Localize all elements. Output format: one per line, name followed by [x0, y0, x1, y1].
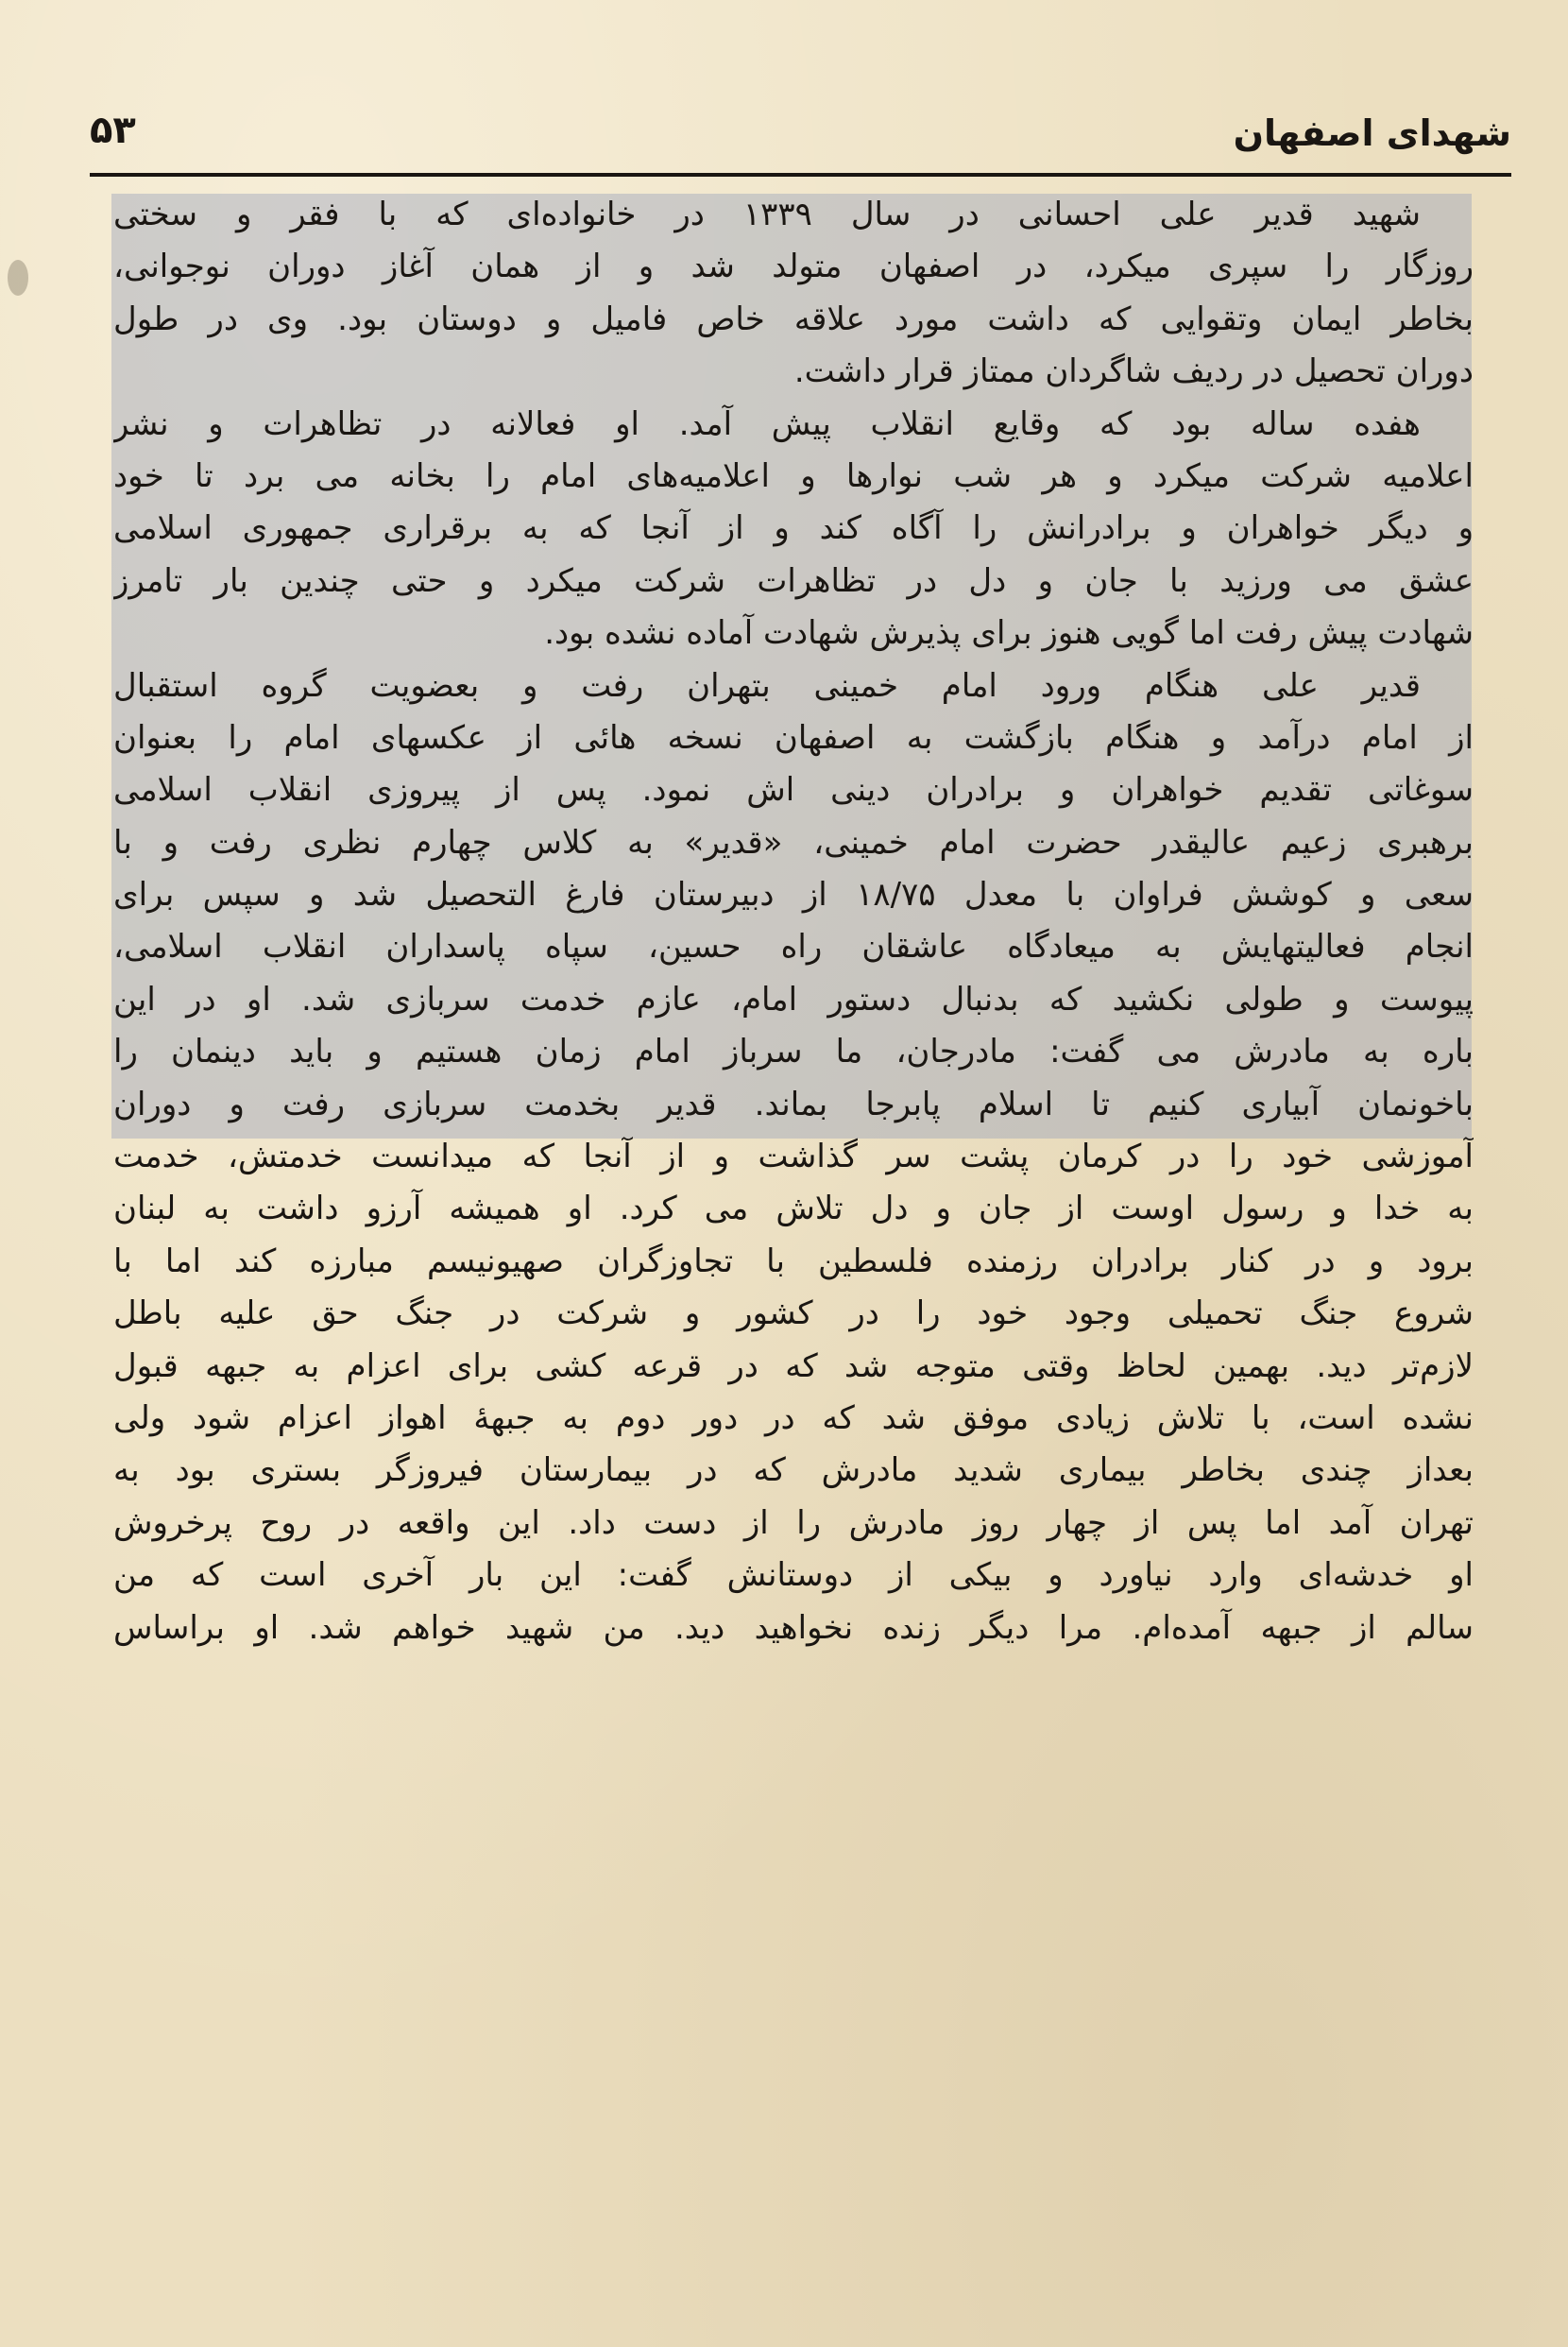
text-line: روزگار را سپری میکرد، در اصفهان متولد شد و از همان آغاز دوران نوجوانی،	[113, 248, 1474, 286]
page-header	[90, 104, 1511, 172]
text-line: پیوست و طولی نکشید که بدنبال دستور امام، عازم خدمت سربازی شد. او در این	[113, 980, 1474, 1019]
text-line: سوغاتی تقدیم خواهران و برادران دینی اش نمود. پس از پیروزی انقلاب اسلامی	[113, 771, 1474, 810]
text-line: اعلامیه شرکت میکرد و هر شب نوارها و اعلامیه‌های امام را بخانه می برد تا خود	[113, 456, 1474, 495]
text-line: به خدا و رسول اوست از جان و دل تلاش می کرد. او همیشه آرزو داشت به لبنان	[113, 1190, 1474, 1228]
text-line: انجام فعالیتهایش به میعادگاه عاشقان راه حسین، سپاه پاسداران انقلاب اسلامی،	[113, 928, 1474, 967]
text-line: آموزشی خود را در کرمان پشت سر گذاشت و از آنجا که میدانست خدمتش، خدمت	[113, 1138, 1474, 1176]
text-line: هفده ساله بود که وقایع انقلاب پیش آمد. او فعالانه در تظاهرات و نشر	[113, 404, 1421, 443]
body-text	[113, 189, 1474, 1654]
text-line: شهید قدیر علی احسانی در سال ۱۳۳۹ در خانواده‌ای که با فقر و سختی	[113, 196, 1422, 233]
page-number: ۵۳	[90, 109, 136, 152]
text-line: قدیر علی هنگام ورود امام خمینی بتهران رفت و بعضویت گروه استقبال	[113, 666, 1421, 705]
text-line: بعداز چندی بخاطر بیماری شدید مادرش که در بیمارستان فیروزگر بستری بود به	[113, 1451, 1474, 1490]
text-line: برود و در کنار برادران رزمنده فلسطین با تجاوزگران صهیونیسم مبارزه کند اما با	[113, 1242, 1474, 1280]
text-line: سعی و کوشش فراوان با معدل ۱۸/۷۵ از دبیرستان فارغ التحصیل شد و سپس برای	[113, 876, 1474, 915]
text-line: لازم‌تر دید. بهمین لحاظ وقتی متوجه شد که در قرعه کشی برای اعزام به جبهه قبول	[113, 1346, 1474, 1385]
text-line: سالم از جبهه آمده‌ام. مرا دیگر زنده نخواهید دید. من شهید خواهم شد. او براساس	[113, 1608, 1474, 1647]
text-line: و دیگر خواهران و برادرانش را آگاه کند و از آنجا که به برقراری جمهوری اسلامی	[113, 509, 1474, 548]
text-line: باره به مادرش می گفت: مادرجان، ما سرباز امام زمان هستیم و باید دینمان را	[113, 1033, 1474, 1071]
text-line: او خدشه‌ای وارد نیاورد و بیکی از دوستانش گفت: این بار آخری است که من	[113, 1556, 1474, 1595]
header-rule	[90, 173, 1511, 177]
text-line: باخونمان آبیاری کنیم تا اسلام پابرجا بماند. قدیر بخدمت سربازی رفت و دوران	[113, 1085, 1474, 1123]
text-line: عشق می ورزید با جان و دل در تظاهرات شرکت میکرد و حتی چندین بار تامرز	[113, 561, 1474, 600]
text-line: نشده است، با تلاش زیادی موفق شد که در دور دوم به جبههٔ اهواز اعزام شود ولی	[113, 1398, 1474, 1437]
paper-stain	[8, 260, 28, 296]
text-line: بخاطر ایمان وتقوایی که داشت مورد علاقه خاص فامیل و دوستان بود. وی در طول	[113, 300, 1474, 338]
text-line: از امام درآمد و هنگام بازگشت به اصفهان نسخه هائی از عکسهای امام را بعنوان	[113, 718, 1474, 757]
text-line: تهران آمد اما پس از چهار روز مادرش را از دست داد. این واقعه در روح پرخروش	[113, 1503, 1474, 1542]
text-line: شهادت پیش رفت اما گویی هنوز برای پذیرش شهادت آماده نشده بود.	[544, 614, 1474, 653]
text-line: دوران تحصیل در ردیف شاگردان ممتاز قرار داشت.	[793, 352, 1474, 391]
text-line: شروع جنگ تحمیلی وجود خود را در کشور و شرکت در جنگ حق علیه باطل	[113, 1294, 1474, 1333]
running-title: شهدای اصفهان	[1233, 112, 1511, 154]
text-line: برهبری زعیم عالیقدر حضرت امام خمینی، «قدیر» به کلاس چهارم نظری رفت و با	[113, 823, 1474, 862]
